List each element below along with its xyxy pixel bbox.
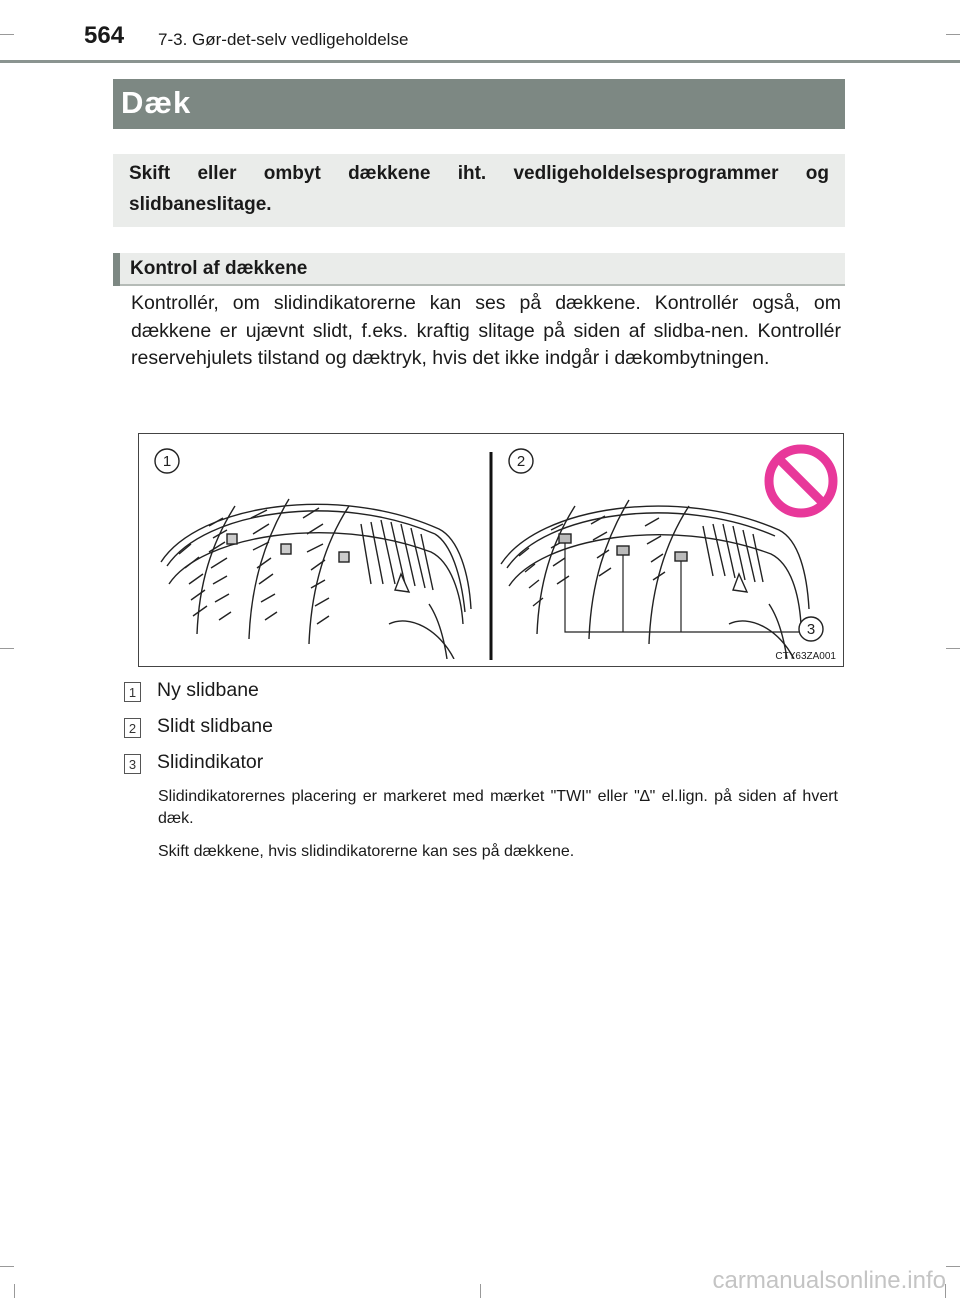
legend-number: 1 <box>124 682 141 702</box>
prohibition-icon <box>769 449 833 513</box>
intro-text: Skift eller ombyt dækkene iht. vedligeholdelsesprogrammer og slidbaneslitage. <box>129 163 829 215</box>
crop-mark <box>14 1284 15 1298</box>
crop-mark <box>946 34 960 35</box>
crop-mark <box>0 648 14 649</box>
legend-label: Slidindikator <box>157 751 264 773</box>
crop-mark <box>946 1266 960 1267</box>
legend-item <box>124 712 844 748</box>
legend-item <box>124 748 844 784</box>
note-indicator-location: Slidindikatorernes placering er markeret med mærket "TWI" eller "∆" el.lign. på siden af hvert dæk. <box>158 788 838 827</box>
svg-text:2: 2 <box>516 453 526 470</box>
crop-mark <box>0 34 14 35</box>
figure-code: CTY63ZA001 <box>775 651 836 662</box>
subsection-heading-bar <box>113 253 845 286</box>
svg-text:3: 3 <box>806 621 816 638</box>
subsection-body: Kontrollér, om slidindikatorerne kan ses på dækkene. Kontrollér også, om dækkene er ujævnt slidt, f.eks. kraftig slitage på siden af slidba-nen. Kontrollér reservehjulets tilstand og dæktryk, hvis det ikke indgår i dækombytningen. <box>131 292 841 369</box>
legend-label: Slidt slidbane <box>157 715 273 737</box>
callout-2 <box>509 449 533 473</box>
legend-label: Ny slidbane <box>157 679 259 701</box>
crop-mark <box>0 1266 14 1267</box>
tire-illustration <box>139 434 845 668</box>
subsection-heading: Kontrol af dækkene <box>130 258 308 279</box>
svg-text:1: 1 <box>162 453 172 470</box>
figure-legend <box>124 676 844 784</box>
heading-accent <box>113 253 120 286</box>
crop-mark <box>480 1284 481 1298</box>
worn-tread-tire <box>501 500 809 659</box>
callout-3 <box>799 617 823 641</box>
watermark: carmanualsonline.info <box>712 1267 946 1294</box>
page-number: 564 <box>84 22 125 49</box>
page-title-bar <box>113 79 845 129</box>
intro-box <box>113 154 845 227</box>
new-tread-tire <box>161 499 471 659</box>
header-divider <box>0 60 960 63</box>
section-title: 7-3. Gør-det-selv vedligeholdelse <box>158 30 409 49</box>
tire-tread-figure <box>138 433 844 667</box>
legend-number: 3 <box>124 754 141 774</box>
callout-1 <box>155 449 179 473</box>
crop-mark <box>946 648 960 649</box>
legend-number: 2 <box>124 718 141 738</box>
note-replace-tires: Skift dækkene, hvis slidindikatorerne kan ses på dækkene. <box>158 843 575 860</box>
legend-item <box>124 676 844 712</box>
page-title: Dæk <box>121 85 192 120</box>
